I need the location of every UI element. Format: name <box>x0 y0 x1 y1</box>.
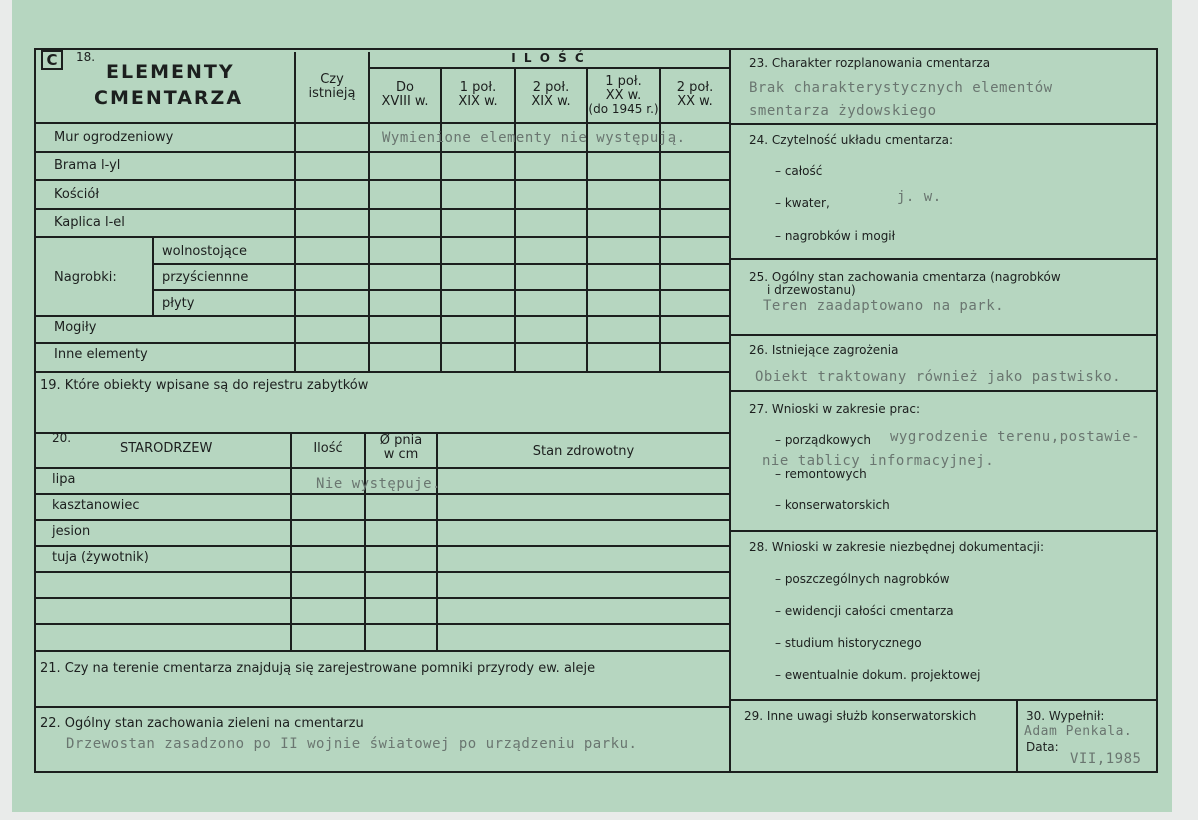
center-divider <box>729 48 731 773</box>
s24-label: 24. Czytelność układu cmentarza: <box>749 133 954 147</box>
row-kosciol: Kościół <box>54 187 100 202</box>
s25-label-1: 25. Ogólny stan zachowania cmentarza (nagrobków <box>749 270 1061 284</box>
s24-calosc: – całość <box>775 164 823 178</box>
col3-header-a: 2 poł. <box>532 80 570 95</box>
s18-title-1: ELEMENTY <box>106 61 235 83</box>
czy-header-1: Czy <box>320 72 344 87</box>
s20-pnia-2: w cm <box>383 447 419 462</box>
s27-konserwatorskich: – konserwatorskich <box>775 498 890 512</box>
row-brama: Brama l-yl <box>54 158 121 173</box>
col4-header-a: 1 poł. <box>605 74 642 89</box>
col5-header-a: 2 poł. <box>676 80 714 95</box>
czy-header-2: istnieją <box>308 86 356 101</box>
col5-header-b: XX w. <box>677 94 713 109</box>
s30-date: VII,1985 <box>1070 751 1142 767</box>
row-nagrobki: Nagrobki: <box>54 270 117 285</box>
col3-header-b: XIX w. <box>531 94 571 109</box>
col1-header-b: XVIII w. <box>381 94 429 109</box>
ilosc-line <box>368 67 729 69</box>
row-inne: Inne elementy <box>54 347 148 362</box>
s27-remontowych: – remontowych <box>775 467 867 481</box>
hdr-bottom <box>34 122 729 124</box>
col2-header-a: 1 poł. <box>459 80 497 95</box>
s25-label-2: i drzewostanu) <box>767 283 856 297</box>
s27-typed-1: wygrodzenie terenu,postawie- <box>890 429 1141 445</box>
s29-label: 29. Inne uwagi służb konserwatorskich <box>744 709 977 723</box>
s23-label: 23. Charakter rozplanowania cmentarza <box>749 56 991 70</box>
s20-ilosc: Ilość <box>313 441 343 456</box>
tree-lipa: lipa <box>52 472 76 487</box>
s22-typed: Drzewostan zasadzono po II wojnie światowej po urządzeniu parku. <box>66 736 638 752</box>
s20-num: 20. <box>52 431 72 445</box>
s20-typed: Nie występuje. <box>316 476 442 492</box>
row-wolnostojace: wolnostojące <box>162 244 247 259</box>
s18-num: 18. <box>76 50 96 64</box>
s24-nagrobkow: – nagrobków i mogił <box>775 229 896 243</box>
tree-tuja: tuja (żywotnik) <box>52 550 149 565</box>
s24-kwater: – kwater, <box>775 196 830 210</box>
s28-item-4: – ewentualnie dokum. projektowej <box>775 668 981 682</box>
s28-label: 28. Wnioski w zakresie niezbędnej dokumentacji: <box>749 540 1045 554</box>
row-plyty: płyty <box>162 296 195 311</box>
ilosc-header: I L O Ś Ć <box>511 51 586 65</box>
row-przyscienne: przyściennne <box>162 270 249 285</box>
s26-typed: Obiekt traktowany również jako pastwisko. <box>755 369 1122 385</box>
s20-title: STARODRZEW <box>120 441 213 456</box>
s28-item-3: – studium historycznego <box>775 636 922 650</box>
col4-header-b: XX w. <box>605 88 642 103</box>
row-kaplica: Kaplica l-el <box>54 215 125 230</box>
s18-title-2: CMENTARZA <box>94 87 244 109</box>
col2-header-b: XIX w. <box>458 94 498 109</box>
row-mur: Mur ogrodzeniowy <box>54 130 174 145</box>
row-mogily: Mogiły <box>54 320 97 335</box>
s18-typed: Wymienione elementy nie występują. <box>382 130 686 146</box>
col1-header-a: Do <box>396 80 414 95</box>
s27-label: 27. Wnioski w zakresie prac: <box>749 402 921 416</box>
s23-typed-2: smentarza żydowskiego <box>749 103 937 119</box>
s24-typed: j. w. <box>897 189 942 205</box>
s21-label: 21. Czy na terenie cmentarza znajdują się zarejestrowane pomniki przyrody ew. aleje <box>40 661 596 676</box>
s19-label: 19. Które obiekty wpisane są do rejestru zabytków <box>40 378 369 393</box>
s22-label: 22. Ogólny stan zachowania zieleni na cmentarzu <box>40 716 364 731</box>
s27-porzadkowych: – porządkowych <box>775 433 871 447</box>
s28-item-2: – ewidencji całości cmentarza <box>775 604 954 618</box>
s30-label: 30. Wypełnił: <box>1026 709 1105 723</box>
col4-header-c: (do 1945 r.) <box>588 102 659 116</box>
section-c-box: C <box>41 50 63 70</box>
s23-typed-1: Brak charakterystycznych elementów <box>749 80 1053 96</box>
s26-label: 26. Istniejące zagrożenia <box>749 343 899 357</box>
s30-name: Adam Penkala. <box>1024 724 1133 739</box>
s30-data-label: Data: <box>1026 740 1059 754</box>
s28-item-1: – poszczególnych nagrobków <box>775 572 950 586</box>
s20-pnia-1: Ø pnia <box>379 433 423 448</box>
s27-typed-2: nie tablicy informacyjnej. <box>762 453 995 469</box>
s25-typed: Teren zaadaptowano na park. <box>763 298 1005 314</box>
tree-kasztanowiec: kasztanowiec <box>52 498 140 513</box>
tree-jesion: jesion <box>52 524 91 539</box>
s20-stan: Stan zdrowotny <box>532 444 635 459</box>
